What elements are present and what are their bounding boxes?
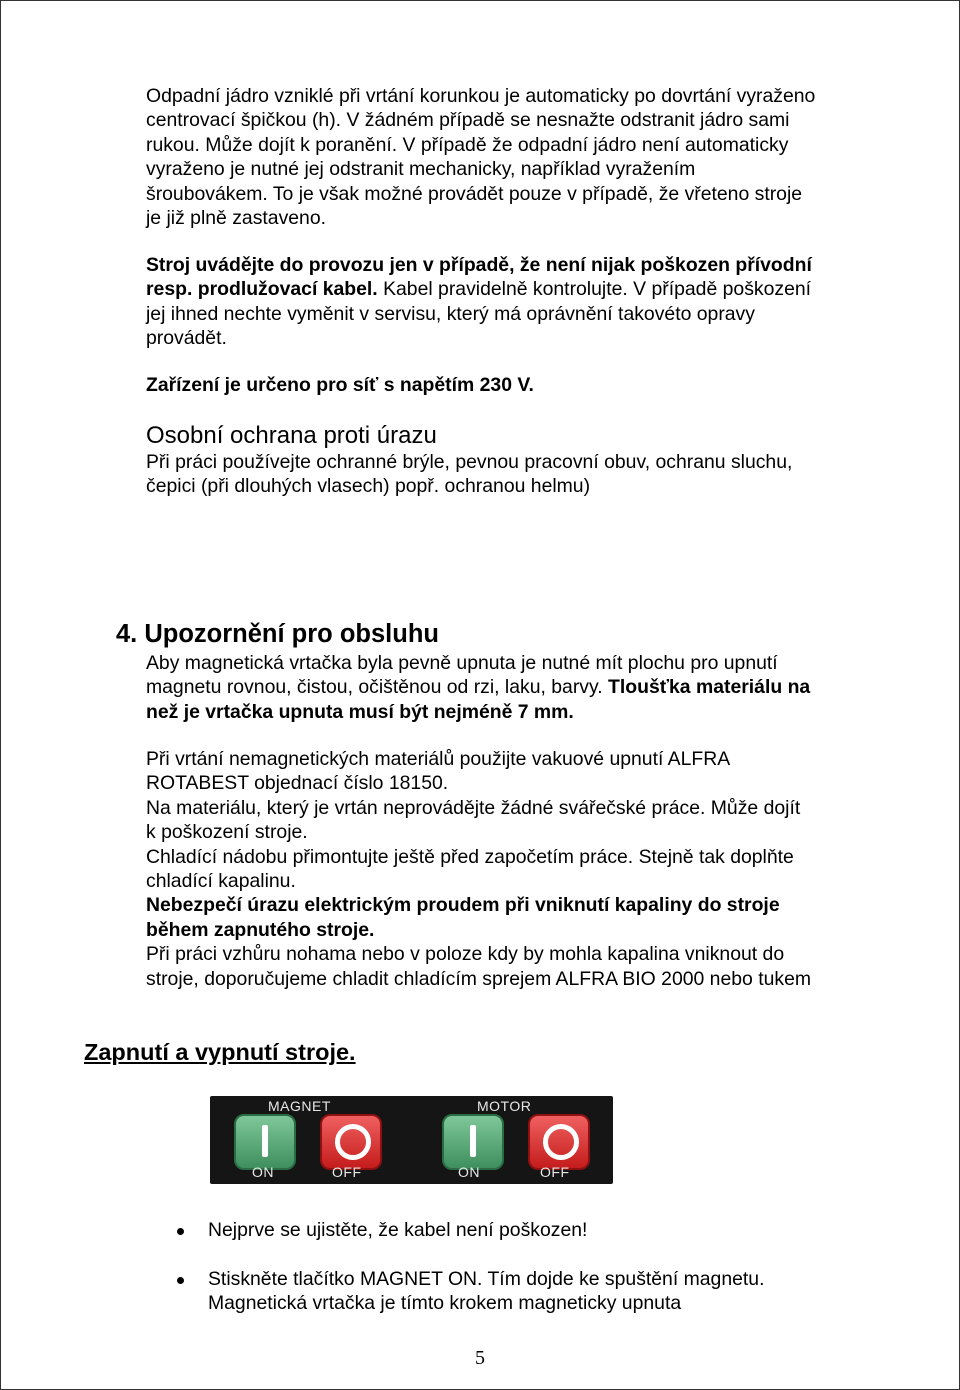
text-line: ROTABEST objednací číslo 18150. [146, 772, 449, 795]
bold-line: během zapnutého stroje. [146, 918, 375, 941]
text-line: centrovací špičkou (h). V žádném případě se nesnažte odstranit jádro sami [146, 109, 790, 132]
control-panel-image [210, 1096, 613, 1184]
text-line: chladící kapalinu. [146, 870, 296, 893]
on-symbol-icon [262, 1125, 268, 1157]
motor-on-label: ON [458, 1164, 480, 1180]
text-line: stroje, doporučujeme chladit chladícím sprejem ALFRA BIO 2000 nebo tukem [146, 967, 812, 990]
paragraph-notes [146, 747, 936, 991]
text-line: Chladící nádobu přimontujte ještě před započetím práce. Stejně tak doplňte [146, 845, 794, 868]
bullet-list [160, 1267, 950, 1316]
text-line: Magnetická vrtačka je tímto krokem magneticky upnuta [208, 1292, 682, 1315]
text-line: provádět. [146, 327, 227, 350]
paragraph-cable-warning [146, 253, 936, 351]
magnet-off-label: OFF [332, 1164, 362, 1180]
list-item [160, 1267, 950, 1316]
text-line: rukou. Může dojít k poranění. V případě že odpadní jádro není automaticky [146, 133, 789, 156]
section-4-heading: 4. Upozornění pro obsluhu [116, 620, 439, 648]
text-line: Nejprve se ujistěte, že kabel není poškozen! [208, 1219, 588, 1241]
voltage-note: Zařízení je určeno pro síť s napětím 230 V. [146, 374, 534, 396]
bold-text: Tloušťka materiálu na [608, 676, 811, 699]
text-line: vyraženo je nutné jej odstranit mechanicky, například vyražením [146, 158, 696, 181]
paragraph-operation-warning [146, 651, 936, 724]
text-line: je již plně zastaveno. [146, 207, 327, 230]
text: Kabel pravidelně kontrolujte. V případě poškození [377, 278, 812, 301]
bold-line: než je vrtačka upnuta musí být nejméně 7 mm. [146, 700, 574, 723]
switch-heading: Zapnutí a vypnutí stroje. [84, 1039, 356, 1065]
text-line: Při vrtání nemagnetických materiálů použijte vakuové upnutí ALFRA [146, 748, 731, 770]
text-line: šroubovákem. To je však možné provádět pouze v případě, že vřeteno stroje [146, 182, 803, 205]
list-item [160, 1218, 950, 1242]
text-line: Při práci vzhůru nohama nebo v poloze kdy by mohla kapalina vniknout do [146, 943, 785, 966]
bold-text: resp. prodlužovací kabel. [146, 278, 378, 301]
page-number: 5 [475, 1347, 485, 1369]
text: magnetu rovnou, čistou, očištěnou od rzi, laku, barvy. [146, 676, 609, 699]
text-line: Stiskněte tlačítko MAGNET ON. Tím dojde ke spuštění magnetu. [208, 1268, 765, 1290]
text-line: k poškození stroje. [146, 821, 308, 844]
on-symbol-icon [470, 1125, 476, 1157]
heading-personal-protection: Osobní ochrana proti úrazu [146, 422, 437, 449]
magnet-label: MAGNET [268, 1098, 331, 1114]
text-line: Na materiálu, který je vrtán neprovádějte žádné svářečské práce. Může dojít [146, 796, 801, 819]
magnet-on-label: ON [252, 1164, 274, 1180]
bold-line: Stroj uvádějte do provozu jen v případě, že není nijak poškozen přívodní [146, 254, 812, 276]
motor-off-button [528, 1114, 590, 1170]
bullet-icon [177, 1277, 184, 1284]
text-line: Odpadní jádro vzniklé při vrtání korunkou je automaticky po dovrtání vyraženo [146, 85, 816, 107]
bold-line: Nebezpečí úrazu elektrickým proudem při vniknutí kapaliny do stroje [146, 894, 780, 917]
off-symbol-icon [543, 1124, 579, 1160]
bullet-list [160, 1218, 950, 1242]
text-line: jej ihned nechte vyměnit v servisu, který má oprávnění takovéto opravy [146, 302, 755, 325]
off-symbol-icon [335, 1124, 371, 1160]
motor-on-button [442, 1114, 504, 1170]
bullet-icon [177, 1228, 184, 1235]
magnet-off-button [320, 1114, 382, 1170]
motor-off-label: OFF [540, 1164, 570, 1180]
text-line: Při práci používejte ochranné brýle, pevnou pracovní obuv, ochranu sluchu, [146, 451, 793, 473]
paragraph-personal-protection [146, 450, 936, 499]
text-line: čepici (při dlouhých vlasech) popř. ochranou helmu) [146, 475, 591, 498]
motor-label: MOTOR [477, 1098, 532, 1114]
text-line: Aby magnetická vrtačka byla pevně upnuta je nutné mít plochu pro upnutí [146, 652, 778, 674]
magnet-on-button [234, 1114, 296, 1170]
paragraph-core-ejection [146, 84, 936, 230]
